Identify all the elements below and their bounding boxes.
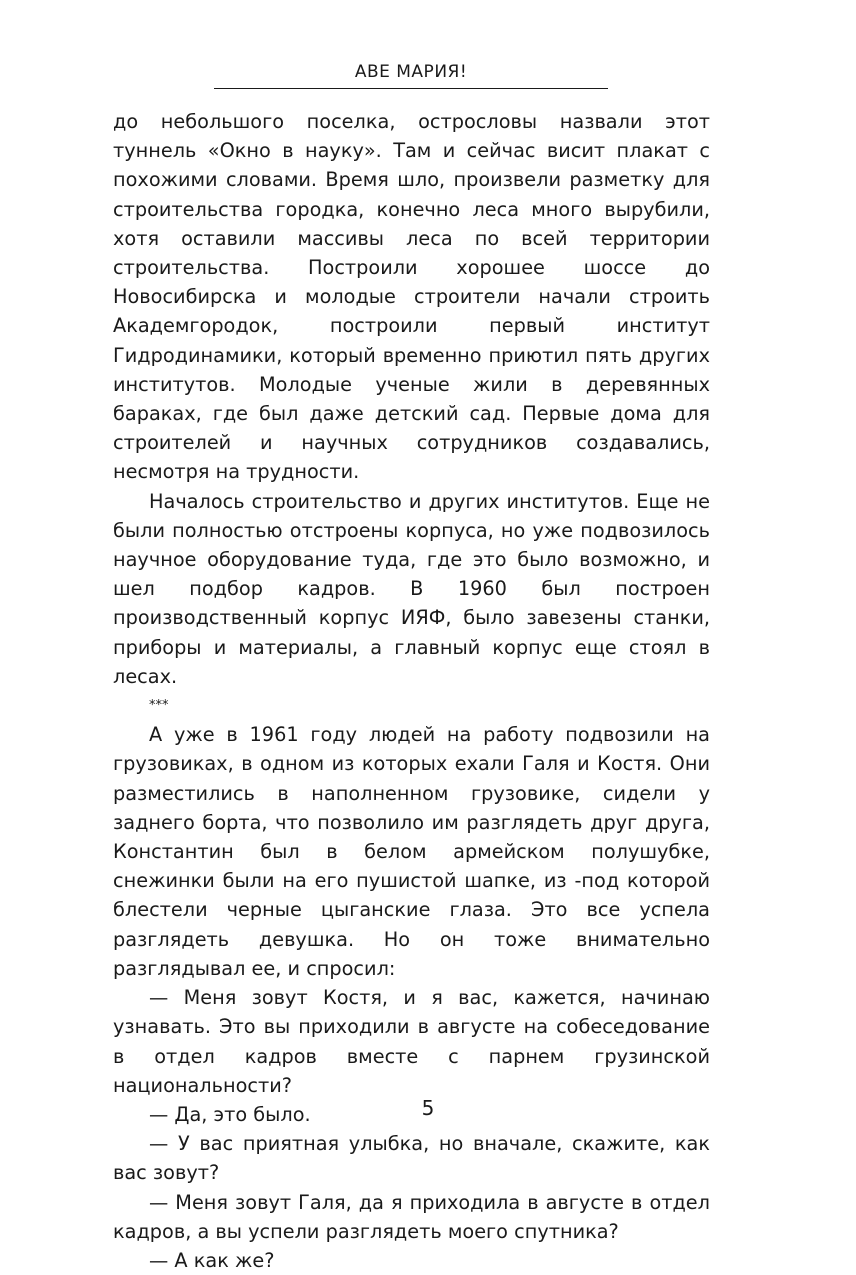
page-number: 5 — [421, 1096, 435, 1120]
running-header: АВЕ МАРИЯ! — [214, 62, 608, 89]
dialogue-line: — Да, это было. — [149, 1102, 311, 1126]
paragraph: А уже в 1961 году людей на работу подвозили на грузовиках, в одном из которых ехали Галя и Костя. Они разместились в наполненном грузовике, сидели у заднего борта, что позволило им разглядеть друг друга, Константин был в белом армейском полушубке, снежинки были на его пушистой шапке, из -под которой блестели черные цыганские глаза. Это все успела разглядеть девушка. Но он тоже внимательно разглядывал ее, и спросил: — [113, 723, 710, 980]
dialogue-line: — Меня зовут Костя, и я вас, кажется, начинаю узнавать. Это вы приходили в августе на собеседование в отдел кадров вместе с парнем грузинской национальности? — [113, 986, 710, 1097]
dialogue-line: — Меня зовут Галя, да я приходила в августе в отдел кадров, а вы успели разглядеть моего спутника? — [113, 1190, 710, 1243]
paragraph: Началось строительство и других институтов. Еще не были полностью отстроены корпуса, но уже подвозилось научное оборудование туда, где это было возможно, и шел подбор кадров. В 1960 был построен производственный корпус ИЯФ, было завезены станки, приборы и материалы, а главный корпус еще стоял в лесах. — [113, 489, 710, 688]
dialogue-line: — А как же? — [149, 1248, 275, 1272]
section-separator: *** — [149, 698, 169, 714]
dialogue-line: — У вас приятная улыбка, но вначале, скажите, как вас зовут? — [113, 1132, 710, 1185]
paragraph-continuation: до небольшого поселка, острословы назвали этот туннель «Окно в науку». Там и сейчас висит плакат с похожими словами. Время шло, произвели разметку для строительства городка, конечно леса много вырубили, хотя оставили массивы леса по всей территории строительства. Построили хорошее шоссе до Новосибирска и молодые строители начали строить Академгородок, построили первый институт Гидродинамики, который временно приютил пять других институтов. Молодые ученые жили в деревянных бараках, где был даже детский сад. Первые дома для строителей и научных сотрудников создавались, несмотря на трудности. — [113, 110, 710, 484]
